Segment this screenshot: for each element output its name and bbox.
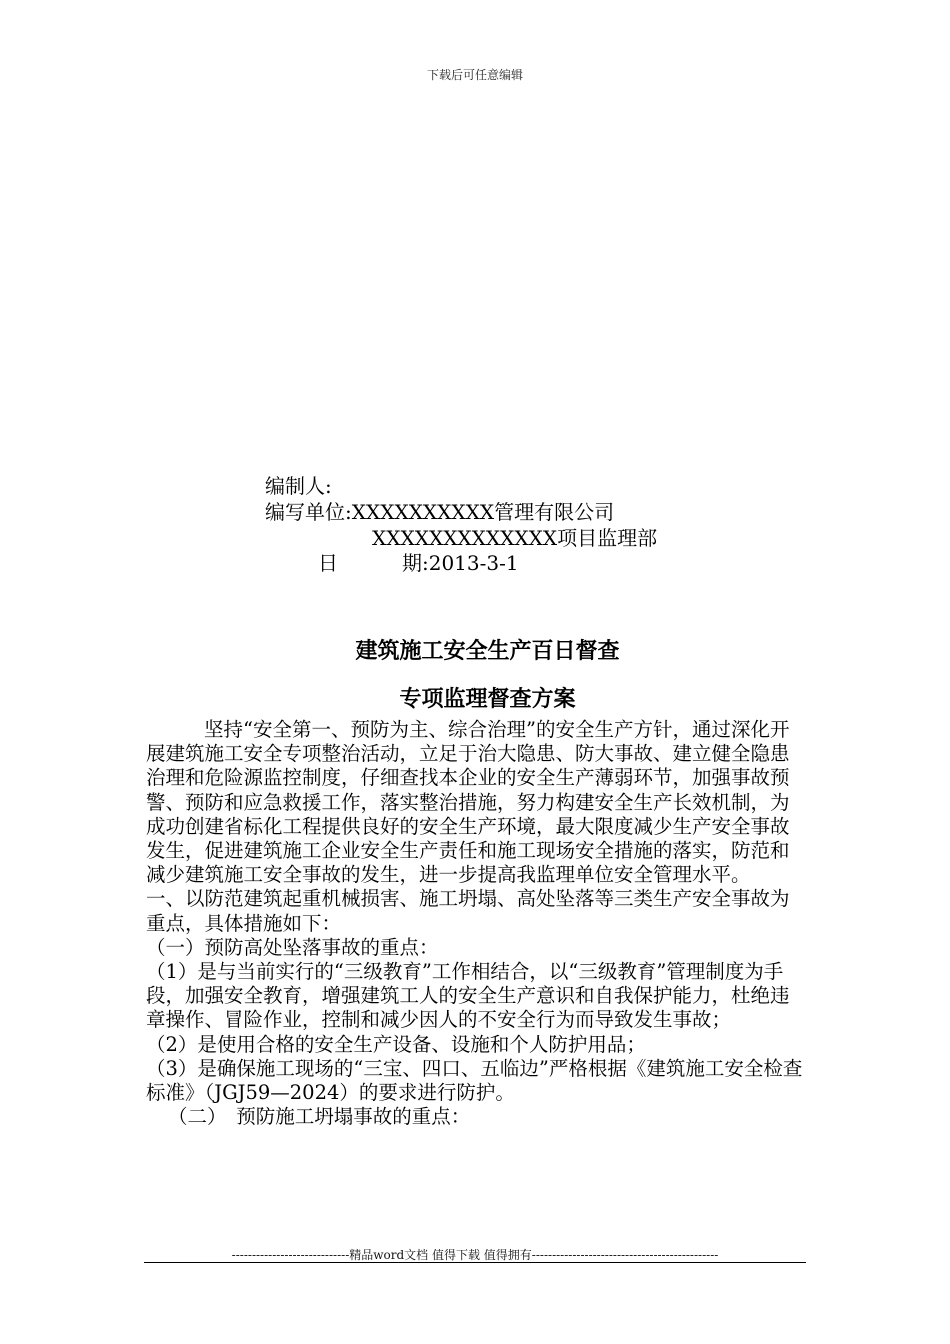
unit-line-2: XXXXXXXXXXXXX项目监理部 <box>372 526 658 550</box>
subsection-2-heading: （二） 预防施工坍塌事故的重点： <box>168 1105 471 1129</box>
footer-divider <box>144 1262 806 1263</box>
section-1-heading: 一、以防范建筑起重机械损害、施工坍塌、高处坠落等三类生产安全事故为重点，具体措施如下： <box>146 887 790 935</box>
item-2: （2）是使用合格的安全生产设备、设施和个人防护用品； <box>146 1032 646 1056</box>
date-line <box>318 550 519 576</box>
document-subtitle: 专项监理督查方案 <box>399 687 576 712</box>
footer-text: -----------------------------精品word文档 值得下载 值得拥有---------------------------------------------- <box>231 1248 719 1262</box>
document-title: 建筑施工安全生产百日督查 <box>355 639 620 664</box>
date-label-b: 期:2013-3-1 <box>402 551 519 575</box>
unit-line: 编写单位:XXXXXXXXXX管理有限公司 <box>265 500 615 524</box>
date-label-a: 日 <box>318 551 338 575</box>
author-line: 编制人: <box>265 474 332 498</box>
header-note: 下载后可任意编辑 <box>426 68 523 82</box>
document-body <box>146 718 806 1129</box>
subsection-1-heading: （一）预防高处坠落事故的重点： <box>146 935 439 959</box>
item-1: （1）是与当前实行的“三级教育”工作相结合，以“三级教育”管理制度为手段，加强安全教育，增强建筑工人的安全生产意识和自我保护能力，杜绝违章操作、冒险作业，控制和减少因人的不安全行为而导致发生事故； <box>146 960 790 1032</box>
item-3: （3）是确保施工现场的“三宝、四口、五临边”严格根据《建筑施工安全检查标准》（JGJ59—2024）的要求进行防护。 <box>146 1056 803 1105</box>
intro-paragraph: 坚持“安全第一、预防为主、综合治理”的安全生产方针，通过深化开展建筑施工安全专项整治活动，立足于治大隐患、防大事故、建立健全隐患治理和危险源监控制度，仔细查找本企业的安全生产薄弱环节，加强事故预警、预防和应急救援工作，落实整治措施，努力构建安全生产长效机制，为成功创建省标化工程提供良好的安全生产环境，最大限度减少生产安全事故发生，促进建筑施工企业安全生产责任和施工现场安全措施的落实，防范和减少建筑施工安全事故的发生，进一步提高我监理单位安全管理水平。 <box>146 718 790 887</box>
